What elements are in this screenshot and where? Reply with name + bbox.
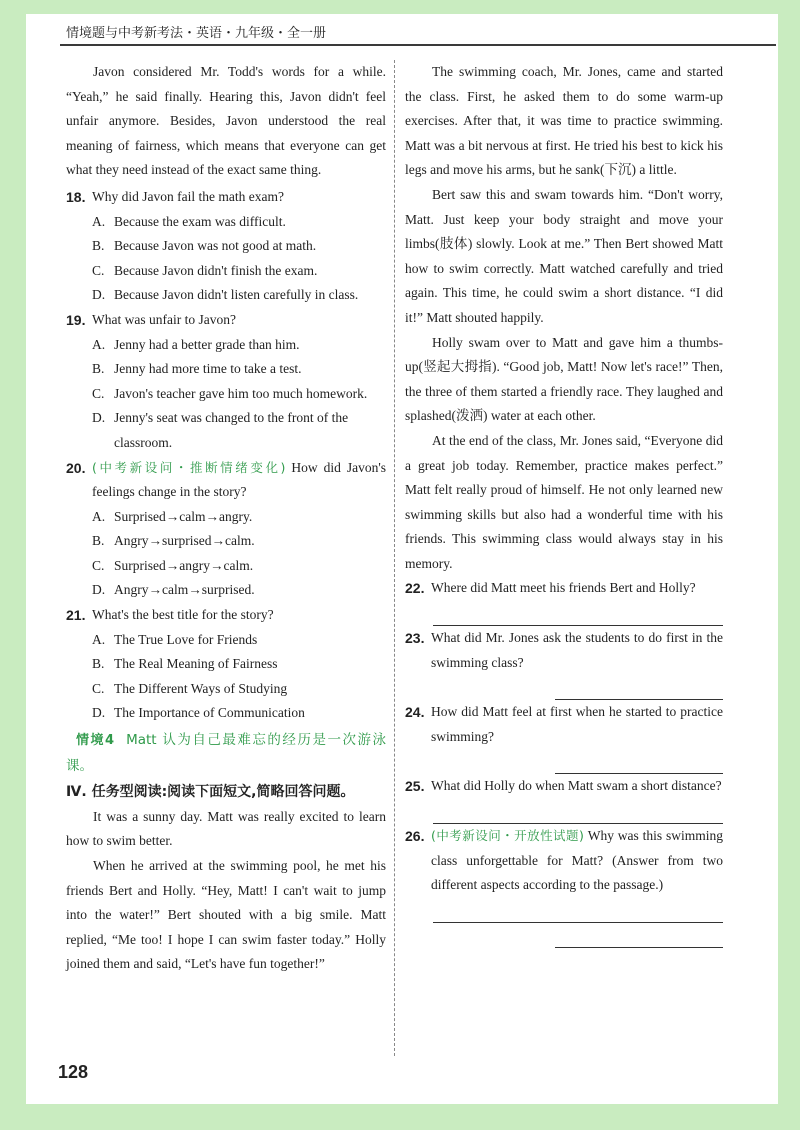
question-text: What was unfair to Javon?: [92, 311, 236, 327]
answer-line[interactable]: [555, 923, 723, 948]
scene-text: Matt 认为自己最难忘的经历是一次游泳课。: [66, 732, 386, 774]
scene-banner: [66, 728, 386, 778]
option-a[interactable]: A. The True Love for Friends: [92, 631, 258, 647]
question-text: Where did Matt meet his friends Bert and Holly?: [431, 580, 696, 596]
question-number: 21.: [66, 607, 86, 624]
option-b[interactable]: B. Because Javon was not good at math.: [92, 238, 317, 254]
question-text: How did Javon's feelings change in the story?: [92, 459, 386, 500]
page-frame-left: [0, 0, 26, 1130]
passage-paragraph: The swimming coach, Mr. Jones, came and started the class. First, he asked them to do some warm-up exercises. After that, it was time to practice swimming. Matt was a bit nervous at first. He tried his best to kick his legs and move his arms, but he sank(下沉) a little.: [405, 64, 723, 178]
option-b[interactable]: B. The Real Meaning of Fairness: [92, 656, 278, 672]
option-a[interactable]: A. Jenny had a better grade than him.: [92, 336, 300, 352]
answer-line[interactable]: [433, 799, 723, 824]
question-number: 20.: [66, 459, 86, 476]
question-number: 22.: [405, 580, 425, 597]
header-rule: [60, 44, 776, 46]
question-24: [405, 700, 723, 774]
story-ending-paragraph: Javon considered Mr. Todd's words for a while. “Yeah,” he said finally. Hearing this, Javon didn't feel unfair anymore. Besides, Javon understood the real meaning of fairness, which means that everyone can get what they need instead of the exact same thing.: [66, 64, 386, 178]
section-title: Ⅳ. 任务型阅读:阅读下面短文,简略回答问题。: [66, 784, 355, 801]
option-a[interactable]: A. Because the exam was difficult.: [92, 213, 286, 229]
option-c[interactable]: C. Javon's teacher gave him too much homework.: [92, 385, 368, 401]
question-text: How did Matt feel at first when he started to practice swimming?: [431, 704, 723, 744]
option-c[interactable]: C. The Different Ways of Studying: [92, 680, 288, 696]
question-text: What did Holly do when Matt swam a short distance?: [431, 778, 722, 794]
page-frame-top: [0, 0, 800, 14]
question-text: What did Mr. Jones ask the students to do first in the swimming class?: [431, 630, 723, 670]
passage-paragraph: When he arrived at the swimming pool, he met his friends Bert and Holly. “Hey, Matt! I can't wait to jump into the water!” Bert shouted with a big smile. Matt replied, “Me too! I hope I can swim faster today.” Holly joined them and said, “Let's have fun together!”: [66, 858, 386, 972]
option-c[interactable]: C. Surprised→angry→calm.: [92, 557, 254, 573]
option-d[interactable]: D. The Importance of Communication: [92, 705, 305, 721]
question-21: [66, 603, 386, 726]
passage-paragraph: It was a sunny day. Matt was really excited to learn how to swim better.: [66, 808, 386, 849]
question-number: 24.: [405, 704, 425, 721]
question-tag: (中考新设问・开放性试题): [431, 828, 584, 844]
page-number: 128: [58, 1062, 89, 1082]
passage-paragraph: At the end of the class, Mr. Jones said, “Everyone did a great job today. Remember, practice makes perfect.” Matt felt really proud of himself. He not only learned new swimming skills but also had a wonderful time with his friends. This swimming class would always stay in his memory.: [405, 432, 723, 571]
question-text: Why did Javon fail the math exam?: [92, 188, 284, 204]
question-number: 25.: [405, 778, 425, 795]
scene-label: 情境4: [76, 733, 115, 749]
question-19: [66, 308, 386, 456]
question-number: 26.: [405, 828, 425, 845]
option-b[interactable]: B. Jenny had more time to take a test.: [92, 361, 302, 377]
question-tag: (中考新设问・推断情绪变化): [92, 459, 286, 475]
question-22: [405, 576, 723, 626]
question-text: What's the best title for the story?: [92, 607, 274, 623]
option-d[interactable]: D. Jenny's seat was changed to the front of the classroom.: [92, 410, 349, 450]
question-18: [66, 185, 386, 308]
answer-line[interactable]: [555, 749, 723, 774]
question-23: [405, 626, 723, 700]
passage-paragraph: Bert saw this and swam towards him. “Don't worry, Matt. Just keep your body straight and move your limbs(肢体) slowly. Look at me.” Then Bert showed Matt how to swim correctly. Matt watched carefully and tried again. This time, he could swim a short distance. “I did it!” Matt shouted happily.: [405, 186, 723, 325]
question-number: 18.: [66, 188, 86, 205]
answer-line[interactable]: [433, 601, 723, 626]
passage-paragraph: Holly swam over to Matt and gave him a thumbs-up(竖起大拇指). “Good job, Matt! Now let's race!” Then, the three of them started a friendly race. They laughed and splashed(泼洒) water at each other.: [405, 334, 723, 424]
question-text: Why was this swimming class unforgettable for Matt? (Answer from two different aspects according to the passage.): [431, 828, 723, 893]
question-26: [405, 824, 723, 948]
answer-line[interactable]: [433, 898, 723, 923]
running-header: 情境题与中考新考法・英语・九年级・全一册: [66, 26, 327, 41]
option-d[interactable]: D. Angry→calm→surprised.: [92, 582, 255, 598]
column-divider: [394, 60, 395, 1056]
page-frame-bottom: [0, 1104, 800, 1130]
question-25: [405, 774, 723, 824]
option-a[interactable]: A. Surprised→calm→angry.: [92, 508, 253, 524]
option-c[interactable]: C. Because Javon didn't finish the exam.: [92, 262, 318, 278]
page-frame-right: [778, 0, 800, 1130]
question-number: 19.: [66, 311, 86, 328]
option-d[interactable]: D. Because Javon didn't listen carefully in class.: [92, 287, 359, 303]
option-b[interactable]: B. Angry→surprised→calm.: [92, 533, 255, 549]
answer-line[interactable]: [555, 675, 723, 700]
right-column: [405, 60, 723, 948]
left-column: [66, 60, 386, 977]
question-20: [66, 456, 386, 604]
question-number: 23.: [405, 630, 425, 647]
